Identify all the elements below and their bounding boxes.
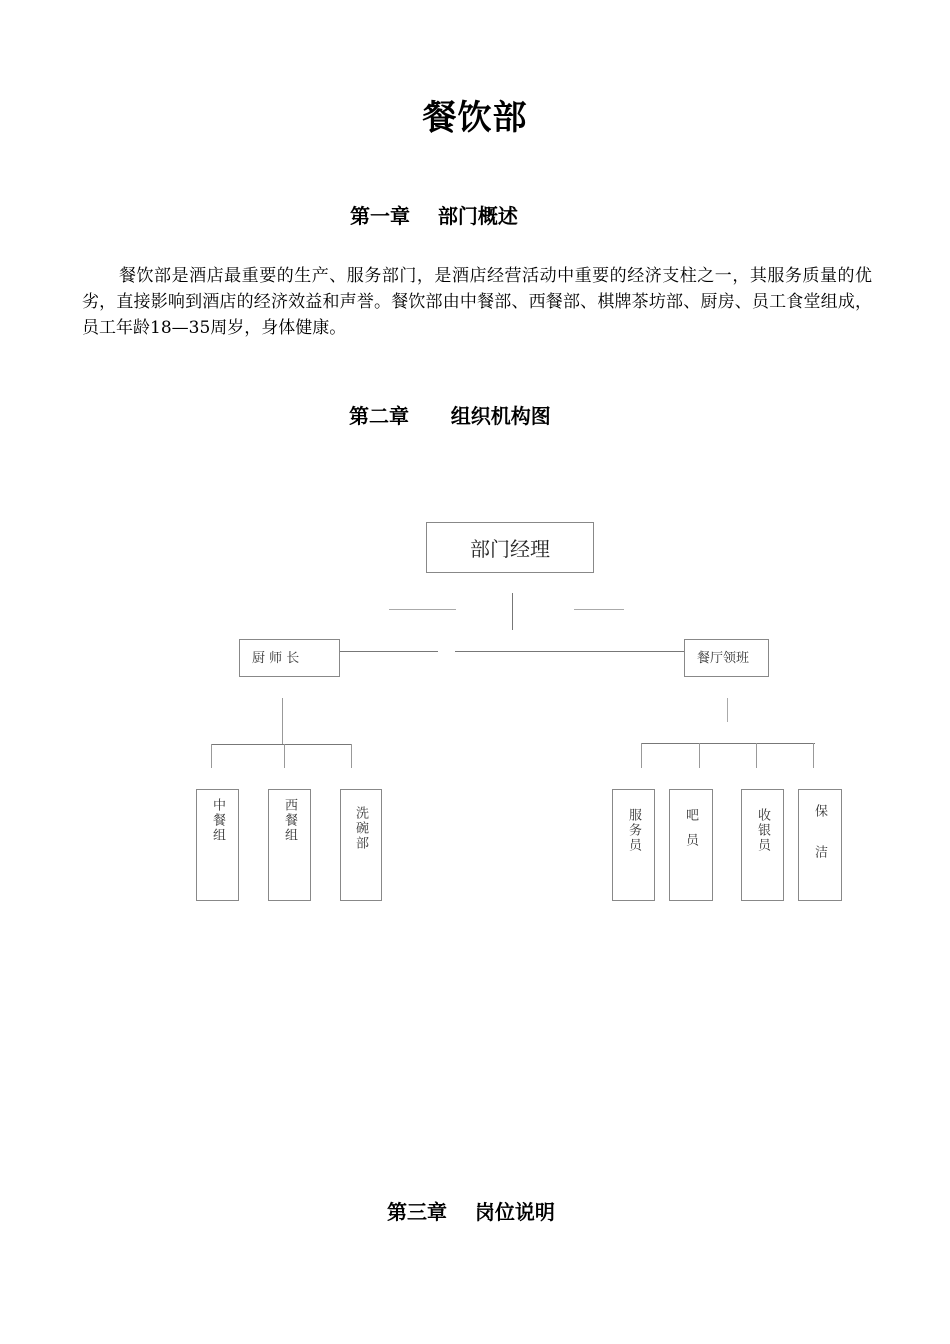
chef-label: 厨 师 长 (252, 651, 300, 666)
captain-label: 餐厅领班 (697, 651, 750, 666)
connector-line (727, 698, 728, 722)
service-group-box (798, 789, 842, 901)
service-group-label: 保洁 (812, 804, 827, 886)
manager-box (426, 522, 594, 573)
connector-line (641, 743, 642, 768)
manager-label: 部门经理 (470, 537, 550, 561)
kitchen-group-box (196, 789, 239, 901)
connector-line (282, 698, 283, 745)
connector-line (756, 743, 757, 768)
service-group-label: 收银员 (755, 808, 770, 853)
service-group-box (612, 789, 655, 901)
connector-line (813, 743, 814, 768)
connector-line (340, 651, 438, 652)
chapter-3-heading: 第三章 岗位说明 (387, 1200, 555, 1224)
chapter-1-heading: 第一章 部门概述 (350, 204, 518, 228)
document-title: 餐饮部 (422, 98, 528, 138)
chapter-1-paragraph: 餐饮部是酒店最重要的生产、服务部门，是酒店经营活动中重要的经济支柱之一，其服务质量的优劣，直接影响到酒店的经济效益和声誉。餐饮部由中餐部、西餐部、棋牌茶坊部、厨房、员工食堂组成，员工年龄18—35周岁，身体健康。 (82, 266, 872, 338)
connector-line (211, 744, 351, 745)
kitchen-group-label: 中餐组 (210, 798, 225, 843)
connector-line (512, 593, 513, 630)
service-group-label: 吧员 (683, 808, 698, 858)
chapter-2-heading: 第二章 组织机构图 (349, 404, 551, 428)
connector-line (211, 744, 212, 768)
captain-box (684, 639, 769, 677)
connector-line (455, 651, 684, 652)
kitchen-group-box (268, 789, 311, 901)
connector-line (699, 743, 700, 768)
service-group-label: 服务员 (626, 808, 641, 853)
kitchen-group-box (340, 789, 382, 901)
connector-line (574, 609, 624, 610)
kitchen-group-label: 洗碗部 (353, 806, 368, 851)
connector-line (351, 744, 352, 768)
connector-line (284, 744, 285, 768)
kitchen-group-label: 西餐组 (282, 798, 297, 843)
service-group-box (741, 789, 784, 901)
connector-line (641, 743, 815, 744)
service-group-box (669, 789, 713, 901)
connector-line (389, 609, 456, 610)
chef-box (239, 639, 340, 677)
